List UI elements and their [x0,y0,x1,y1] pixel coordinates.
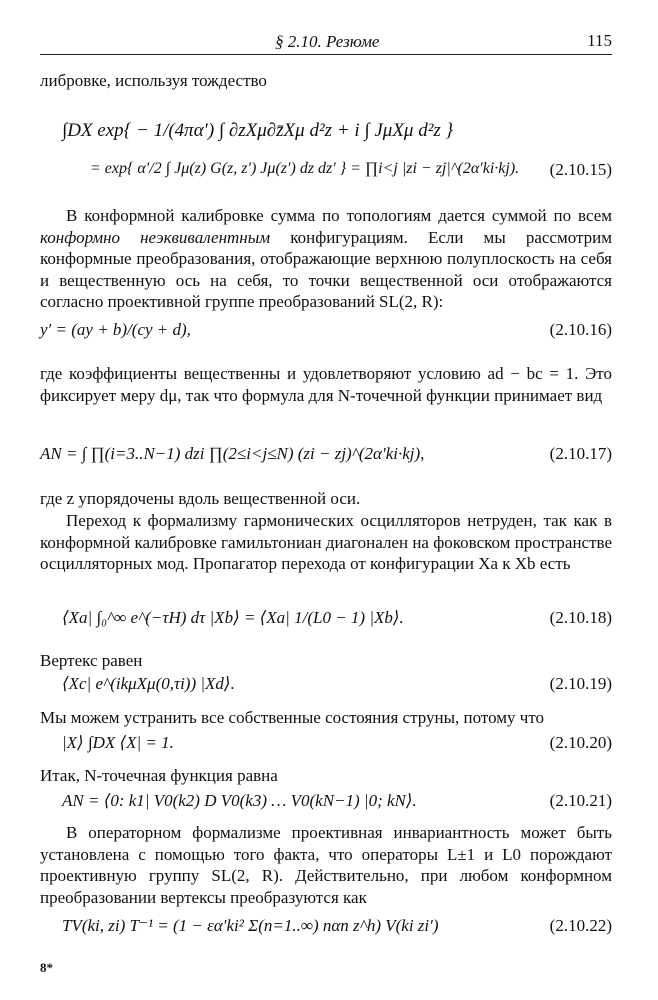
paragraph-3: где z упорядочены вдоль вещественной оси. [40,489,361,508]
equation-2-10-15-line2 [40,160,612,194]
equation-expression: TV(ki, zi) T⁻¹ = (1 − εα′ki² Σ(n=1..∞) nαn z^h) V(ki zi′) [62,916,439,935]
equation-expression: = exp{ α′/2 ∫ Jμ(z) G(z, z′) Jμ(z′) dz dz′ } = ∏i<j |zi − zj|^(2α′ki·kj). [90,160,520,177]
equation-expression: ⟨Xa| ∫₀^∞ e^(−τH) dτ |Xb⟩ = ⟨Xa| 1/(L0 − 1) |Xb⟩. [62,608,404,627]
paragraph-0: либровке, используя тождество [40,71,267,90]
paragraph-8: В операторном формализме проективная инвариантность может быть установлена с помощью того факта, что операторы L±1 и L0 порождают проективную группу SL(2, R). Действительно, при любом конформном преобразовании вертексы преобразуются как [40,823,612,907]
equation-expression: |X⟩ ∫DX ⟨X| = 1. [62,733,174,752]
equation-2-10-20 [40,733,612,759]
equation-2-10-19 [40,674,612,700]
equation-expression: y′ = (ay + b)/(cy + d), [40,320,191,339]
signature-mark: 8* [40,960,53,975]
page-number: 115 [587,31,612,50]
equation-number: (2.10.16) [549,320,612,339]
section-title: § 2.10. Резюме [275,32,380,51]
equation-number: (2.10.18) [549,608,612,627]
equation-number: (2.10.21) [549,791,612,810]
paragraph-5: Вертекс равен [40,651,143,670]
equation-expression: AN = ∫ ∏(i=3..N−1) dzi ∏(2≤i<j≤N) (zi − zj)^(2α′ki·kj), [40,444,425,463]
equation-2-10-17 [40,432,612,478]
equation-2-10-22 [40,902,612,952]
paragraph-2: где коэффициенты вещественны и удовлетворяют условию ad − bc = 1. Это фиксирует меру dμ, так что формула для N-точечной функции принимает вид [40,364,612,405]
equation-number: (2.10.17) [549,444,612,463]
equation-number: (2.10.22) [549,916,612,935]
equation-expression: AN = ⟨0: k1| V0(k2) D V0(k3) … V0(kN−1) |0; kN⟩. [62,791,417,810]
equation-2-10-18 [40,596,612,642]
emphasis: конформно неэквивалентным [40,227,271,247]
paragraph-4: Переход к формализму гармонических осцилляторов нетруден, так как в конформной калибровке гамильтониан диагонален на фоковском пространстве осцилляторных мод. Пропагатор перехода от конфигурации Xa к Xb есть [40,511,612,573]
equation-2-10-21 [40,791,612,817]
equation-2-10-16 [40,315,612,355]
equation-expression: ∫DX exp{ − 1/(4πα′) ∫ ∂zXμ∂z̄Xμ d²z + i ∫ JμXμ d²z } [62,120,454,141]
equation-number: (2.10.15) [549,160,612,179]
equation-2-10-15-line1 [40,110,612,154]
paragraph-7: Итак, N-точечная функция равна [40,766,278,785]
paragraph-1: В конформной калибровке сумма по топологиям дается суммой по всем конформно неэквивалентным конфигурациям. Если мы рассмотрим конформные преобразования, отображающие верхнюю полуплоскость на себя и вещественную ось на себя, то точки вещественной оси отображаются согласно проективной группе преобразований SL(2, R): [40,206,613,311]
equation-expression: ⟨Xc| e^(ikμXμ(0,τi)) |Xd⟩. [62,674,235,693]
equation-number: (2.10.19) [549,674,612,693]
running-header [40,30,612,55]
equation-number: (2.10.20) [549,733,612,752]
paragraph-6: Мы можем устранить все собственные состояния струны, потому что [40,708,545,727]
